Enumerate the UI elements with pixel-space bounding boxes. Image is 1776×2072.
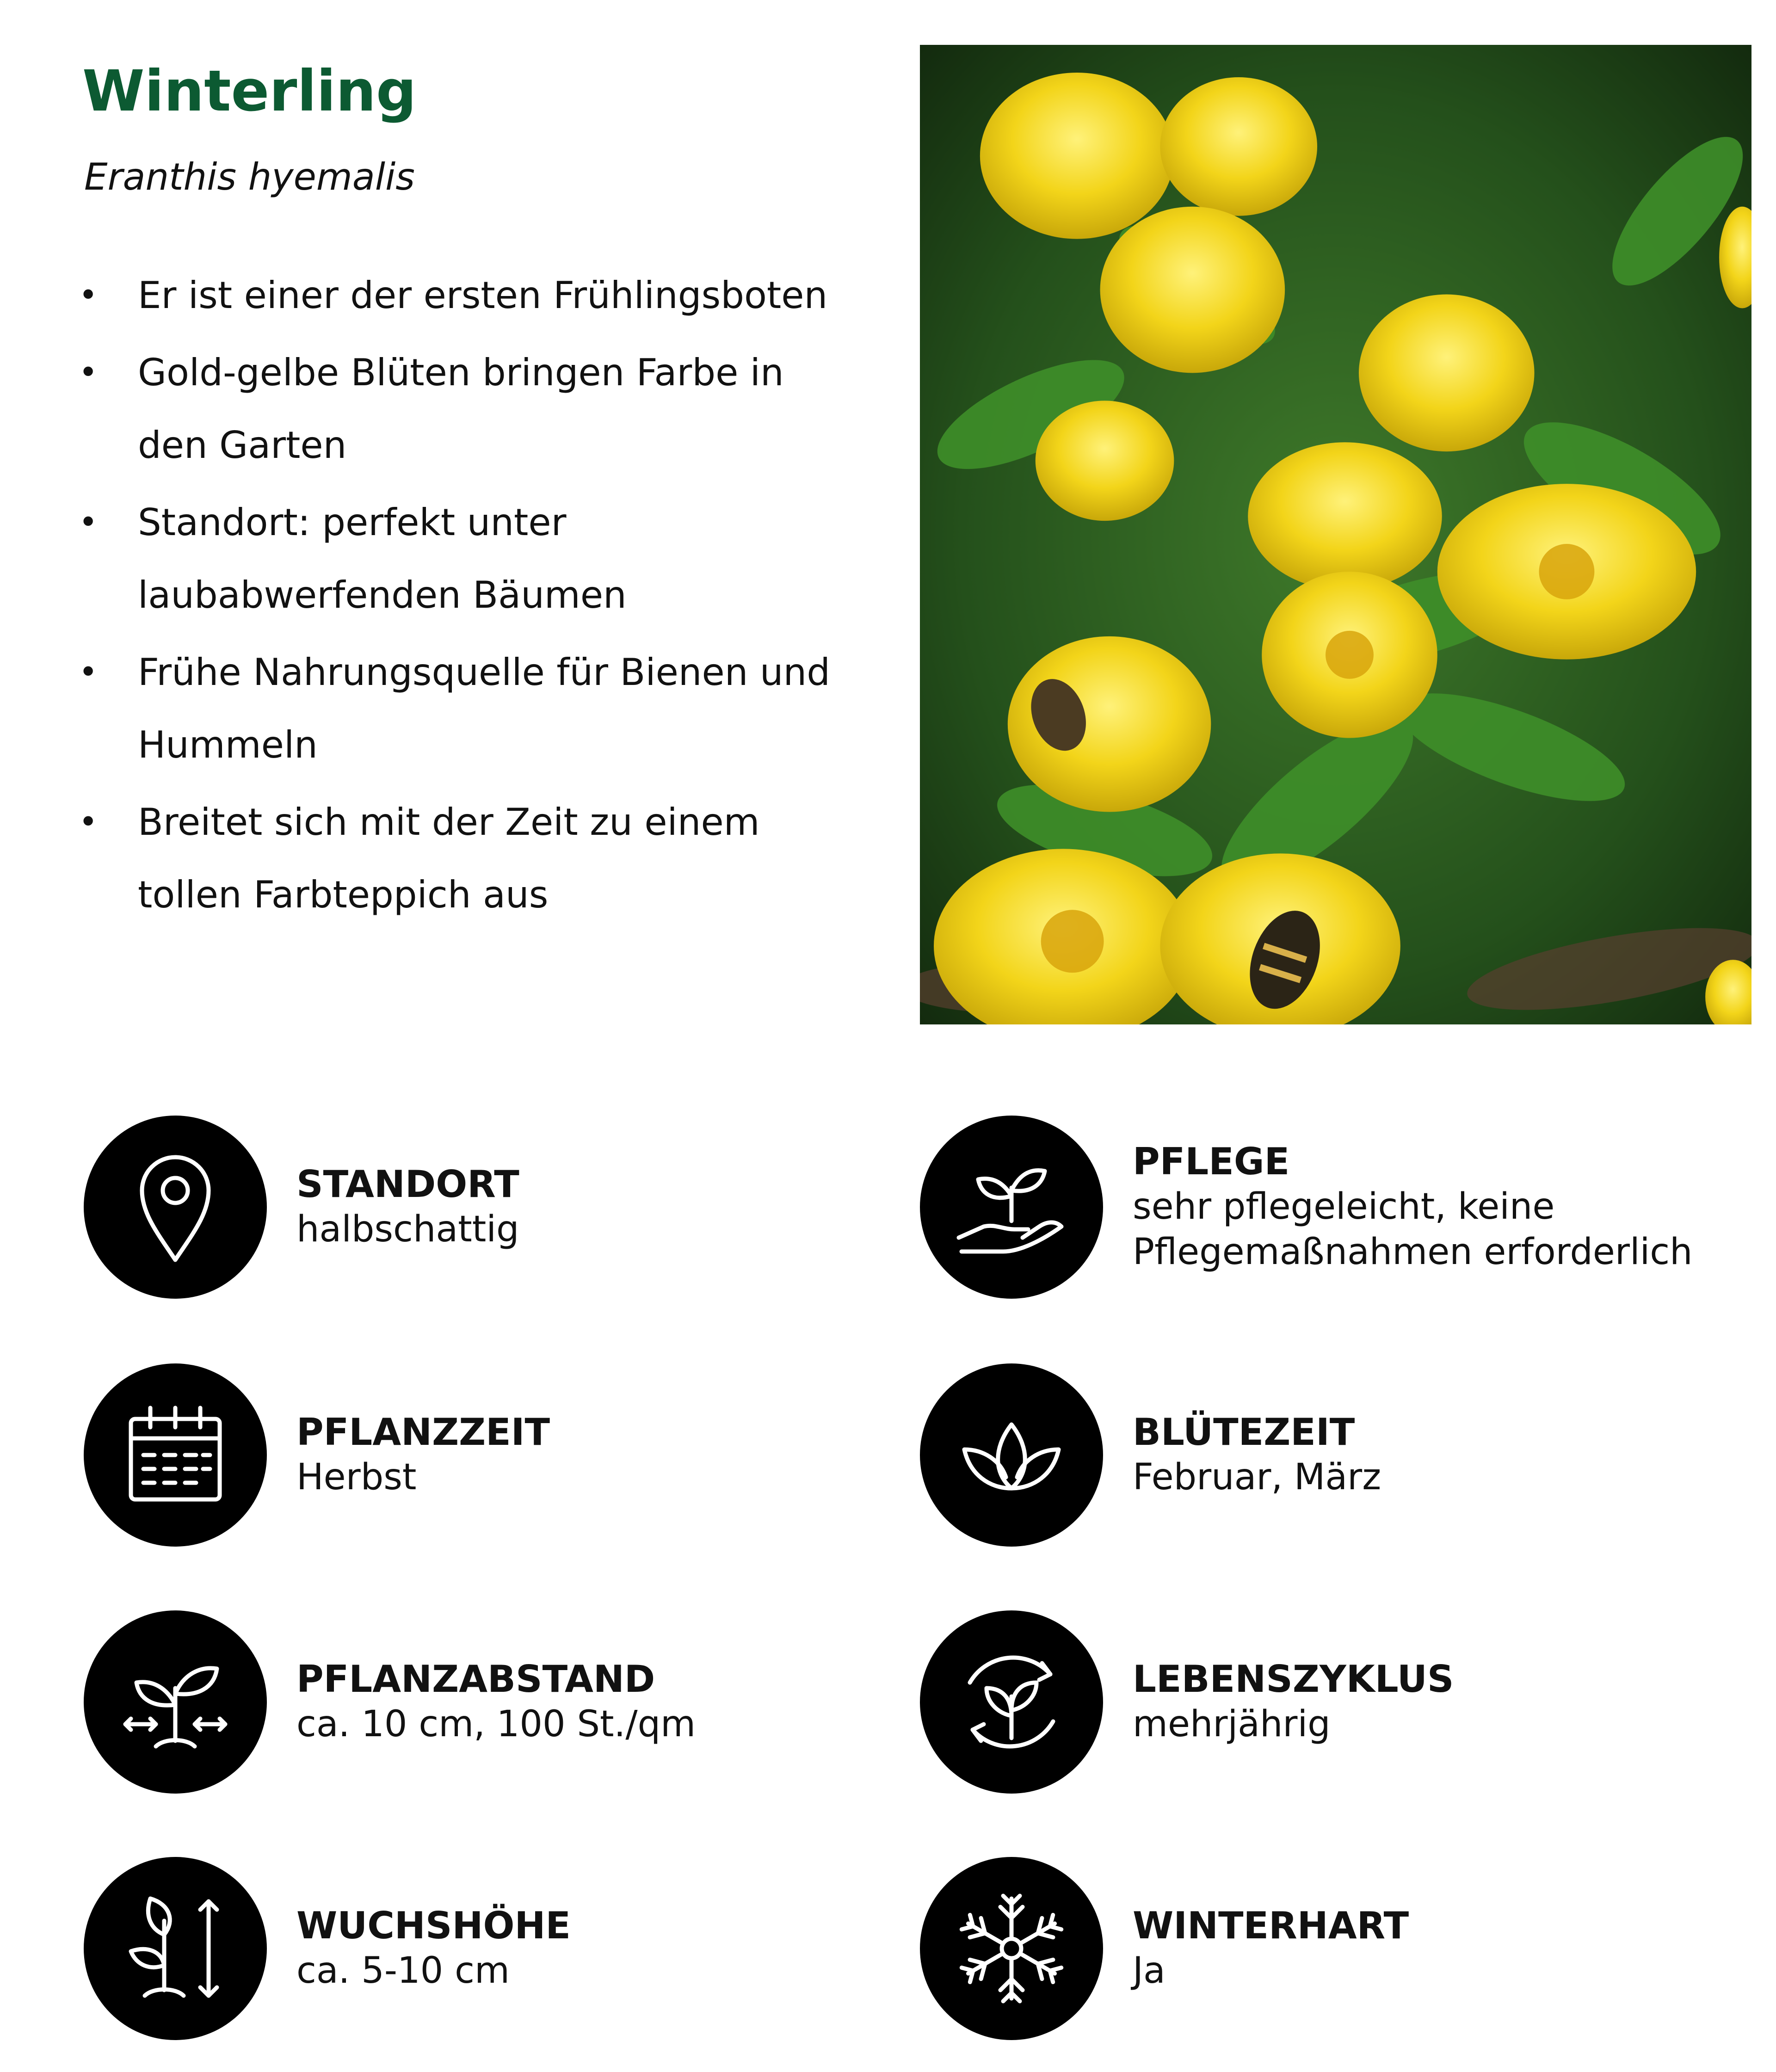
feature-bullet-list [79, 259, 865, 936]
botanical-name: Eranthis hyemalis [84, 155, 415, 198]
cycle-sprout-icon [920, 1610, 1103, 1794]
bullet-item: • Breitet sich mit der Zeit zu einem tollen Farbteppich aus [79, 786, 865, 931]
feature-label: WUCHSHÖHE [296, 1904, 571, 1947]
hand-sprout-icon [920, 1116, 1103, 1299]
feature-label: STANDORT [296, 1163, 519, 1206]
feature-standort [84, 1115, 519, 1300]
feature-pflanzzeit [84, 1363, 550, 1548]
feature-value: halbschattig [296, 1209, 519, 1250]
feature-lebenszyklus [920, 1610, 1454, 1794]
snowflake-icon [920, 1857, 1103, 2040]
lotus-flower-icon [920, 1363, 1103, 1547]
feature-value: sehr pflegeleicht, keine Pflegemaßnahmen erforderlich [1133, 1186, 1693, 1273]
plant-height-icon [84, 1857, 267, 2040]
feature-label: LEBENSZYKLUS [1133, 1658, 1454, 1701]
feature-pflanzabstand [84, 1610, 696, 1794]
bullet-item: • Frühe Nahrungsquelle für Bienen und Hummeln [79, 636, 865, 781]
feature-wuchshoehe [84, 1856, 571, 2041]
calendar-icon [84, 1363, 267, 1547]
location-pin-icon [84, 1116, 267, 1299]
sprout-spacing-icon [84, 1610, 267, 1794]
feature-label: WINTERHART [1133, 1904, 1409, 1947]
feature-bluetezeit [920, 1363, 1381, 1548]
feature-value: Herbst [296, 1456, 417, 1498]
page-title: Winterling [82, 58, 417, 124]
feature-value: Ja [1133, 1950, 1166, 1992]
feature-pflege [920, 1115, 1693, 1300]
flower-photo [920, 45, 1751, 1024]
feature-value: Februar, März [1133, 1456, 1381, 1498]
bullet-item: • Gold-gelbe Blüten bringen Farbe in den Garten [79, 336, 865, 481]
bullet-item: • Er ist einer der ersten Frühlingsboten [79, 259, 865, 332]
bullet-item: • Standort: perfekt unter laubabwerfenden Bäumen [79, 486, 865, 631]
feature-label: PFLEGE [1133, 1140, 1290, 1183]
feature-value: mehrjährig [1133, 1703, 1331, 1745]
feature-label: PFLANZZEIT [296, 1411, 550, 1454]
feature-label: PFLANZABSTAND [296, 1658, 655, 1701]
feature-value: ca. 10 cm, 100 St./qm [296, 1703, 696, 1745]
feature-winterhart [920, 1856, 1409, 2041]
feature-value: ca. 5-10 cm [296, 1950, 510, 1992]
feature-label: BLÜTEZEIT [1133, 1411, 1355, 1454]
